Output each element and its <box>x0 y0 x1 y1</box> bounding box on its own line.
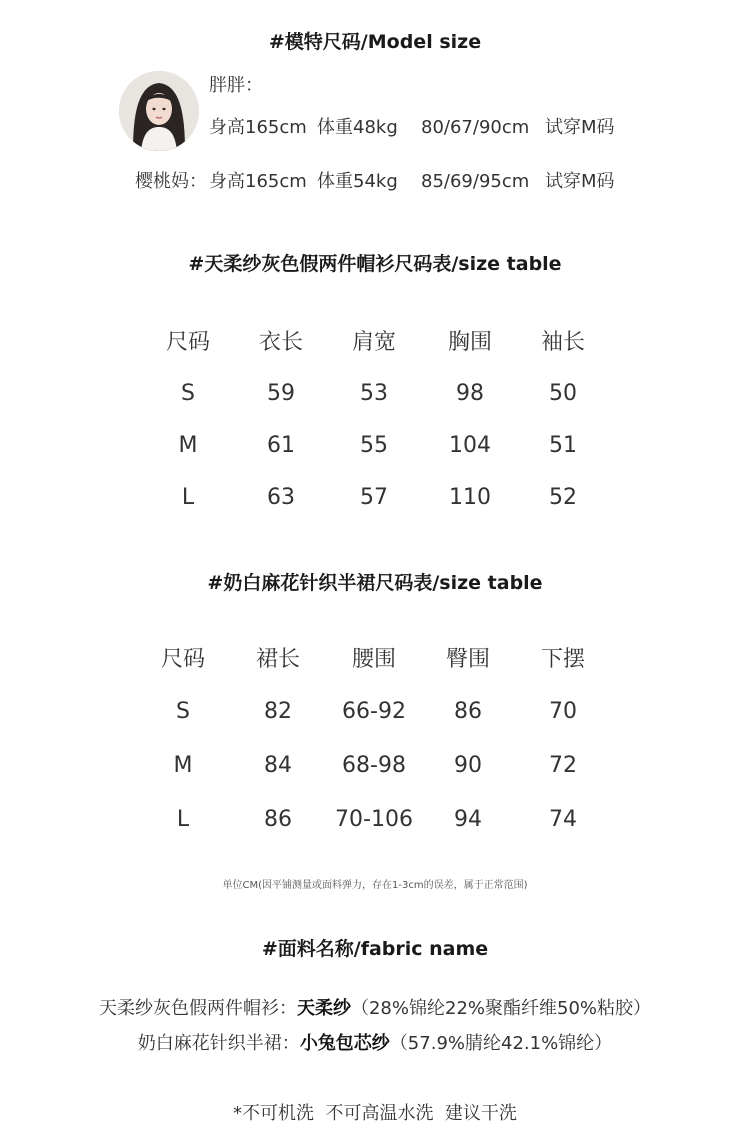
table-cell: 50 <box>549 380 577 406</box>
model-1-measurements: 80/67/90cm <box>421 117 530 138</box>
table-cell: M <box>173 752 193 778</box>
model-2-trial: 试穿M码 <box>545 171 615 192</box>
table-cell: 66-92 <box>342 698 406 724</box>
top-table-header-row <box>140 313 608 367</box>
table-cell: 63 <box>267 484 295 510</box>
table-cell: 52 <box>549 484 577 510</box>
table-cell: 90 <box>454 752 482 778</box>
table-cell: 61 <box>267 432 295 458</box>
model-avatar <box>119 71 199 151</box>
model-2-name: 樱桃妈： <box>135 171 207 192</box>
top-header-length: 衣长 <box>258 329 303 355</box>
top-size-table-title: #天柔纱灰色假两件帽衫尺码表/size table <box>188 253 562 275</box>
table-cell: S <box>181 380 195 406</box>
table-row <box>136 792 612 846</box>
table-cell: 70 <box>549 698 577 724</box>
model-2-measurements: 85/69/95cm <box>421 171 530 192</box>
skirt-header-hip: 臀围 <box>445 646 490 672</box>
table-cell: L <box>181 484 195 510</box>
model-1-name: 胖胖： <box>209 75 263 96</box>
model-2-weight: 体重54kg <box>317 171 398 192</box>
table-row <box>140 367 608 419</box>
top-header-shoulder: 肩宽 <box>351 329 396 355</box>
table-row <box>140 419 608 471</box>
model-size-title: #模特尺码/Model size <box>268 31 482 53</box>
skirt-header-length: 裙长 <box>255 646 300 672</box>
table-cell: L <box>176 806 190 832</box>
table-row <box>136 738 612 792</box>
table-cell: 72 <box>549 752 577 778</box>
skirt-header-size: 尺码 <box>160 646 205 672</box>
table-cell: 98 <box>456 380 484 406</box>
table-row <box>136 684 612 738</box>
table-cell: M <box>178 432 198 458</box>
model-2-height: 身高165cm <box>209 171 307 192</box>
table-cell: 53 <box>360 380 388 406</box>
skirt-header-waist: 腰围 <box>351 646 396 672</box>
table-cell: 104 <box>449 432 491 458</box>
table-cell: 68-98 <box>342 752 406 778</box>
skirt-header-hem: 下摆 <box>540 646 585 672</box>
fabric-line-top <box>0 994 750 1020</box>
table-cell: 51 <box>549 432 577 458</box>
fabric-skirt-name: 小兔包芯纱 <box>299 1033 390 1054</box>
top-size-table <box>140 313 608 523</box>
model-photo-icon <box>119 71 199 151</box>
fabric-top-label: 天柔纱灰色假两件帽衫： <box>98 998 297 1019</box>
fabric-title: #面料名称/fabric name <box>261 938 489 960</box>
fabric-skirt-label: 奶白麻花针织半裙： <box>137 1033 300 1054</box>
table-cell: 70-106 <box>335 806 413 832</box>
table-row <box>140 471 608 523</box>
top-header-bust: 胸围 <box>447 329 492 355</box>
model-2-stats <box>135 167 615 193</box>
table-cell: 84 <box>264 752 292 778</box>
table-cell: 110 <box>449 484 491 510</box>
skirt-size-table <box>136 630 612 846</box>
skirt-table-header-row <box>136 630 612 684</box>
fabric-line-skirt <box>0 1029 750 1055</box>
fabric-top-composition: （28%锦纶22%聚酯纤维50%粘胶） <box>350 998 652 1019</box>
model-1-height: 身高165cm <box>209 117 307 138</box>
top-header-sleeve: 袖长 <box>540 329 585 355</box>
table-cell: 57 <box>360 484 388 510</box>
table-cell: 82 <box>264 698 292 724</box>
fabric-skirt-composition: （57.9%腈纶42.1%锦纶） <box>389 1033 613 1054</box>
table-cell: 74 <box>549 806 577 832</box>
table-cell: 94 <box>454 806 482 832</box>
table-cell: 59 <box>267 380 295 406</box>
table-cell: 86 <box>264 806 292 832</box>
table-cell: 86 <box>454 698 482 724</box>
table-cell: 55 <box>360 432 388 458</box>
model-1-stats <box>209 113 615 139</box>
measurement-note: 单位CM(因平铺测量或面料弹力，存在1-3cm的误差，属于正常范围) <box>222 880 528 891</box>
model-1-weight: 体重48kg <box>317 117 398 138</box>
skirt-size-table-title: #奶白麻花针织半裙尺码表/size table <box>207 572 543 594</box>
top-header-size: 尺码 <box>165 329 210 355</box>
model-1-trial: 试穿M码 <box>545 117 615 138</box>
table-cell: S <box>176 698 190 724</box>
care-instructions: *不可机洗 不可高温水洗 建议干洗 <box>233 1103 517 1124</box>
fabric-top-name: 天柔纱 <box>296 998 351 1019</box>
